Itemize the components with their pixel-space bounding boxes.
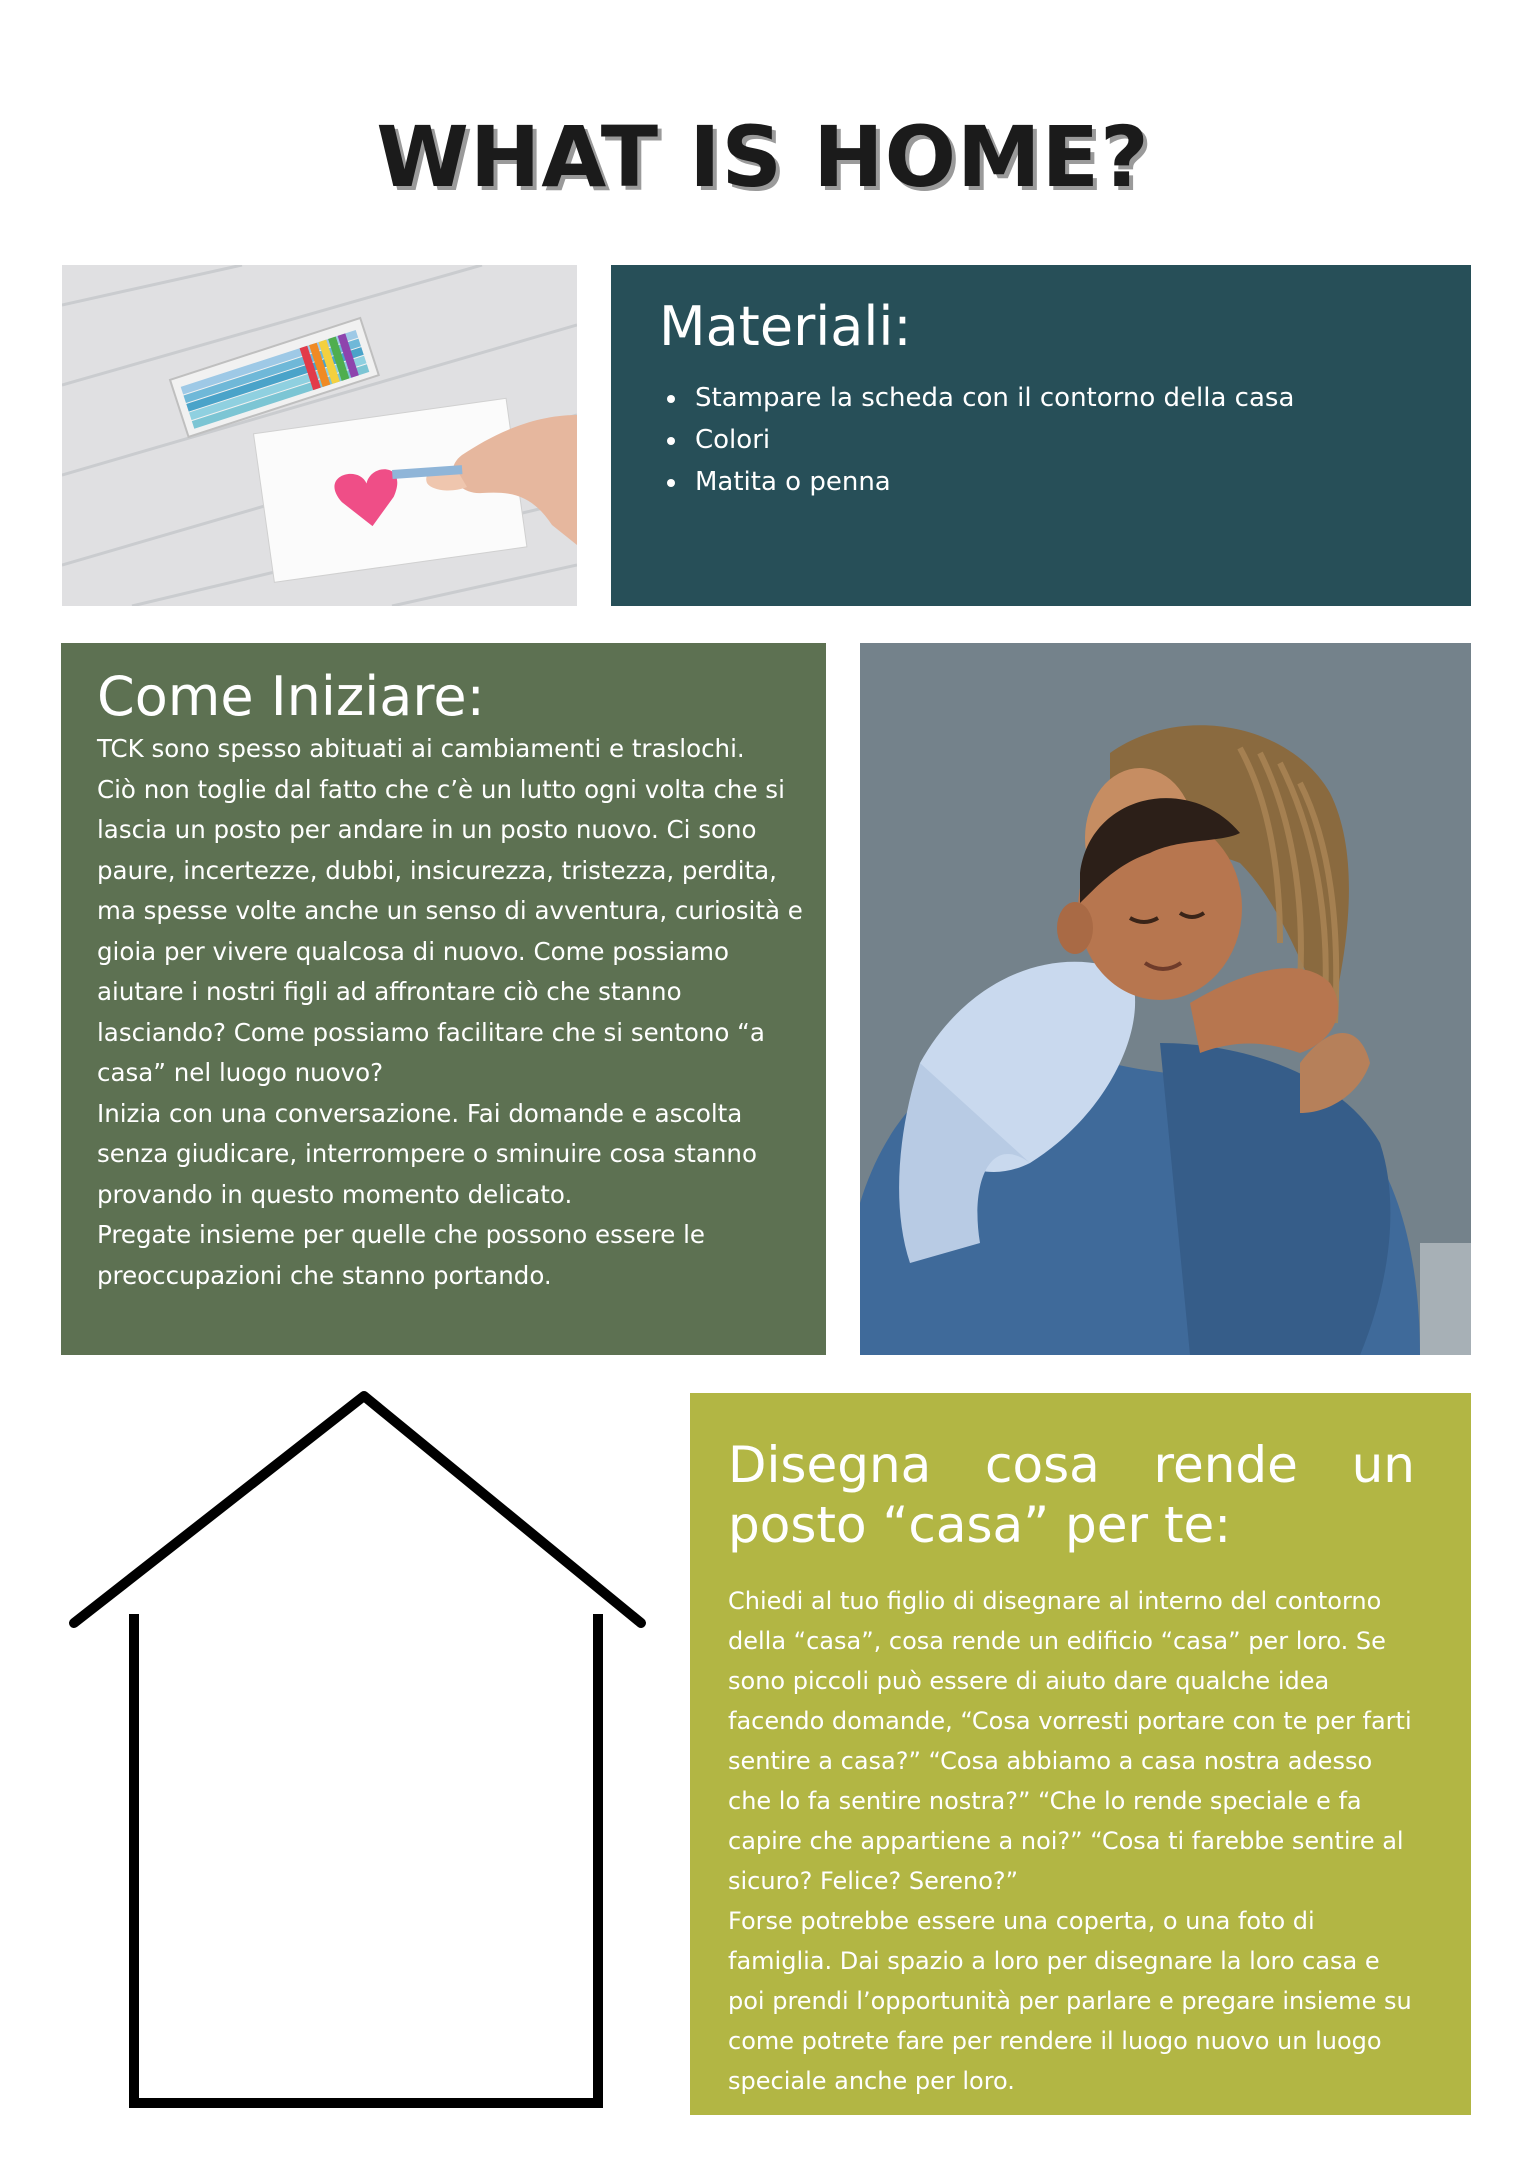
materiali-heading: Materiali: bbox=[659, 295, 912, 358]
hug-photo bbox=[860, 643, 1471, 1355]
come-iniziare-body: TCK sono spesso abituati ai cambiamenti e traslochi. Ciò non toglie dal fatto che c’è un lutto ogni volta che si lascia un posto per andare in un posto nuovo. Ci sono paure, incertezze, dubbi, insicurezza, tristezza, perdita, ma spesse volte anche un senso di avventura, curiosità e gioia per vivere qualcosa di nuovo. Come possiamo aiutare i nostri figli ad affrontare ciò che stanno lasciando? Come possiamo facilitare che si sentono “a casa” nel luogo nuovo? Inizia con una conversazione. Fai domande e ascolta senza giudicare, interrompere o sminuire cosa stanno provando in questo momento delicato. Pregate insieme per quelle che possono essere le preoccupazioni che stanno portando. bbox=[97, 734, 803, 1290]
house-outline bbox=[64, 1386, 664, 2116]
list-item: • Stampare la scheda con il contorno della casa bbox=[689, 377, 1471, 419]
page-title: WHAT IS HOME? bbox=[376, 108, 1150, 206]
disegna-panel bbox=[690, 1393, 1471, 2115]
materiali-panel bbox=[611, 265, 1471, 606]
list-item: • Colori bbox=[689, 419, 1471, 461]
disegna-body: Chiedi al tuo figlio di disegnare al interno del contorno della “casa”, cosa rende un edificio “casa” per loro. Se sono piccoli può essere di aiuto dare qualche idea facendo domande, “Cosa vorresti portare con te per farti sentire a casa?” “Cosa abbiamo a casa nostra adesso che lo fa sentire nostra?” “Che lo rende speciale e fa capire che appartiene a noi?” “Cosa ti farebbe sentire al sicuro? Felice? Sereno?” Forse potrebbe essere una coperta, o una foto di famiglia. Dai spazio a loro per disegnare la loro casa e poi prendi l’opportunità per parlare e pregare insieme su come potrete fare per rendere il luogo nuovo un luogo speciale anche per loro. bbox=[728, 1587, 1412, 2095]
come-iniziare-heading: Come Iniziare: bbox=[97, 665, 485, 728]
disegna-heading: Disegna cosa rende un posto “casa” per te: bbox=[728, 1436, 1415, 1554]
list-item: • Matita o penna bbox=[689, 461, 1471, 503]
materiali-list bbox=[659, 377, 1471, 503]
crayons-heart-photo bbox=[62, 265, 577, 606]
come-iniziare-panel bbox=[61, 643, 826, 1355]
